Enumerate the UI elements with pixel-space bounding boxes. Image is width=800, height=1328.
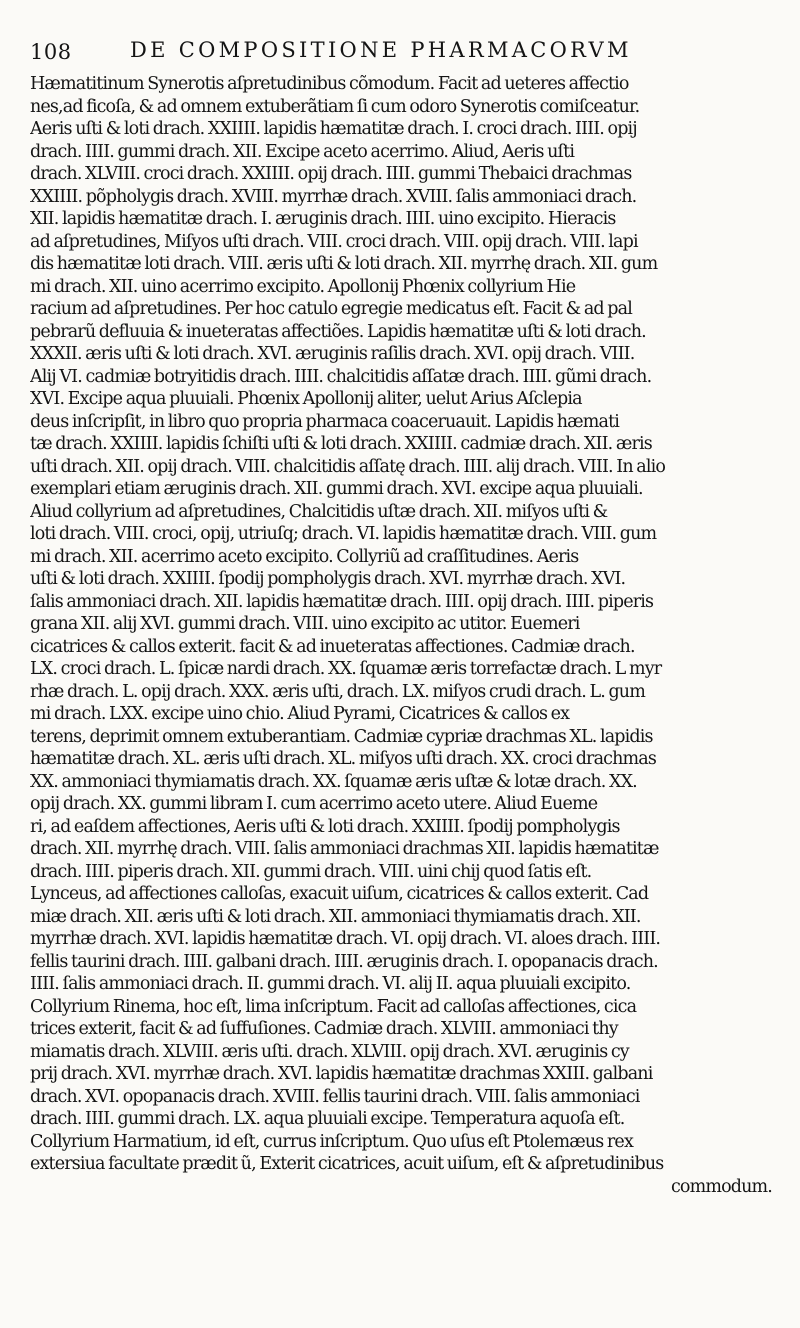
text-line: ad aſpretudines, Miſyos uſti drach. VIII. croci drach. VIII. opij drach. VIII. lapi xyxy=(30,231,638,252)
text-line: ſalis ammoniaci drach. XII. lapidis hæmatitæ drach. IIII. opij drach. IIII. piperis xyxy=(30,591,654,612)
text-line: mi drach. XII. uino acerrimo excipito. Apollonij Phœnix collyrium Hie xyxy=(30,276,576,297)
text-line: racium ad aſpretudines. Per hoc catulo egregie medicatus eſt. Facit & ad pal xyxy=(30,299,632,319)
text-line: drach. XVI. opopanacis drach. XVIII. fellis taurini drach. VIII. ſalis ammoniaci xyxy=(30,1086,640,1107)
text-line: grana XII. alij XVI. gummi drach. VIII. uino excipito ac utitor. Euemeri xyxy=(30,614,580,634)
text-line: Aliud collyrium ad aſpretudines, Chalcitidis uſtæ drach. XII. miſyos uſti & xyxy=(30,501,608,522)
text-line: XXXII. æris uſti & loti drach. XVI. æruginis raſilis drach. XVI. opij drach. VIII. xyxy=(30,344,635,364)
text-line: Hæmatitinum Synerotis aſpretudinibus cõmodum. Facit ad ueteres affectio xyxy=(30,74,629,94)
text-line: XX. ammoniaci thymiamatis drach. XX. ſquamæ æris uſtæ & lotæ drach. XX. xyxy=(30,771,637,792)
text-line: tæ drach. XXIIII. lapidis ſchiſti uſti & loti drach. XXIIII. cadmiæ drach. XII. æris xyxy=(30,434,652,454)
text-line: nes,ad ficoſa, & ad omnem extuberãtiam ſi cum odoro Synerotis comiſceatur. xyxy=(30,96,640,117)
text-line: LX. croci drach. L. ſpicæ nardi drach. XX. ſquamæ æris torrefactæ drach. L myr xyxy=(30,659,662,679)
text-line: rhæ drach. L. opij drach. XXX. æris uſti, drach. LX. miſyos crudi drach. L. gum xyxy=(30,681,645,702)
running-title: DE COMPOSITIONE PHARMACORVM xyxy=(130,38,632,62)
text-line: fellis taurini drach. IIII. galbani drach. IIII. æruginis drach. I. opopanacis drach. xyxy=(30,951,658,972)
text-line: Collyrium Harmatium, id eſt, currus inſcriptum. Quo uſus eſt Ptolemæus rex xyxy=(30,1131,633,1152)
text-line: drach. XII. myrrhę drach. VIII. ſalis ammoniaci drachmas XII. lapidis hæmatitæ xyxy=(30,839,659,859)
body-text xyxy=(30,73,772,1313)
text-line: mi drach. LXX. excipe uino chio. Aliud Pyrami, Cicatrices & callos ex xyxy=(30,704,570,724)
text-line: mi drach. XII. acerrimo aceto excipito. Collyriũ ad craſſitudines. Aeris xyxy=(30,546,579,567)
text-line: trices exterit, facit & ad ſuffuſiones. Cadmiæ drach. XLVIII. ammoniaci thy xyxy=(30,1019,618,1039)
text-line: miæ drach. XII. æris uſti & loti drach. XII. ammoniaci thymiamatis drach. XII. xyxy=(30,906,641,927)
text-line: extersiua facultate prædit ũ, Exterit cicatrices, acuit uiſum, eſt & aſpretudinibus xyxy=(30,1154,664,1174)
text-line: Aeris uſti & loti drach. XXIIII. lapidis hæmatitæ drach. I. croci drach. IIII. opij xyxy=(30,119,637,139)
text-line: hæmatitæ drach. XL. æris uſti drach. XL. miſyos uſti drach. XX. croci drachmas xyxy=(30,749,656,769)
page-number: 108 xyxy=(30,40,72,64)
text-line: XVI. Excipe aqua pluuiali. Phœnix Apollonij aliter, uelut Arius Aſclepia xyxy=(30,389,582,409)
text-line: XXIIII. põpholygis drach. XVIII. myrrhæ drach. XVIII. ſalis ammoniaci drach. xyxy=(30,186,637,207)
text-line: prij drach. XVI. myrrhæ drach. XVI. lapidis hæmatitæ drachmas XXIII. galbani xyxy=(30,1064,653,1084)
text-line: drach. XLVIII. croci drach. XXIIII. opij drach. IIII. gummi Thebaici drachmas xyxy=(30,164,632,184)
text-line: drach. IIII. gummi drach. XII. Excipe aceto acerrimo. Aliud, Aeris uſti xyxy=(30,141,575,162)
text-line: drach. IIII. gummi drach. LX. aqua pluuiali excipe. Temperatura aquoſa eſt. xyxy=(30,1109,625,1129)
text-line: drach. IIII. piperis drach. XII. gummi drach. VIII. uini chij quod ſatis eſt. xyxy=(30,861,592,882)
text-line: cicatrices & callos exterit. facit & ad inueteratas affectiones. Cadmiæ drach. xyxy=(30,636,635,657)
text-line: miamatis drach. XLVIII. æris uſti. drach. XLVIII. opij drach. XVI. æruginis cy xyxy=(30,1041,629,1062)
text-line: Collyrium Rinema, hoc eſt, lima inſcriptum. Facit ad calloſas affectiones, cica xyxy=(30,996,637,1017)
text-line: uſti drach. XII. opij drach. VIII. chalcitidis aſſatę drach. IIII. alij drach. VIII. In alio xyxy=(30,456,666,477)
text-line: exemplari etiam æruginis drach. XII. gummi drach. XVI. excipe aqua pluuiali. xyxy=(30,479,643,499)
text-line: opij drach. XX. gummi libram I. cum acerrimo aceto utere. Aliud Eueme xyxy=(30,794,598,814)
text-line: uſti & loti drach. XXIIII. ſpodij pompholygis drach. XVI. myrrhæ drach. XVI. xyxy=(30,569,626,589)
text-line: XII. lapidis hæmatitæ drach. I. æruginis drach. IIII. uino excipito. Hieracis xyxy=(30,209,616,229)
text-line: Lynceus, ad affectiones calloſas, exacuit uiſum, cicatrices & callos exterit. Cad xyxy=(30,884,649,904)
text-line: Alij VI. cadmiæ botryitidis drach. IIII. chalcitidis aſſatæ drach. IIII. gũmi drach. xyxy=(30,366,652,387)
text-line: myrrhæ drach. XVI. lapidis hæmatitæ drach. VI. opij drach. VI. aloes drach. IIII. xyxy=(30,929,661,949)
text-line: deus inſcripſit, in libro quo propria pharmaca coaceruauit. Lapidis hæmati xyxy=(30,411,620,432)
text-line: IIII. ſalis ammoniaci drach. II. gummi drach. VI. alij II. aqua pluuiali excipito. xyxy=(30,974,631,994)
text-line: terens, deprimit omnem extuberantiam. Cadmiæ cypriæ drachmas XL. lapidis xyxy=(30,726,653,747)
page-header xyxy=(30,38,780,72)
text-line-final: commodum. xyxy=(670,1176,772,1197)
text-line: pebrarũ defluuia & inueteratas affectiões. Lapidis hæmatitæ uſti & loti drach. xyxy=(30,321,646,342)
text-line: loti drach. VIII. croci, opij, utriuſq; drach. VI. lapidis hæmatitæ drach. VIII. gum xyxy=(30,524,657,544)
text-line: dis hæmatitæ loti drach. VIII. æris uſti & loti drach. XII. myrrhę drach. XII. gum xyxy=(30,254,658,274)
text-line: ri, ad eaſdem affectiones, Aeris uſti & loti drach. XXIIII. ſpodij pompholygis xyxy=(30,816,620,837)
